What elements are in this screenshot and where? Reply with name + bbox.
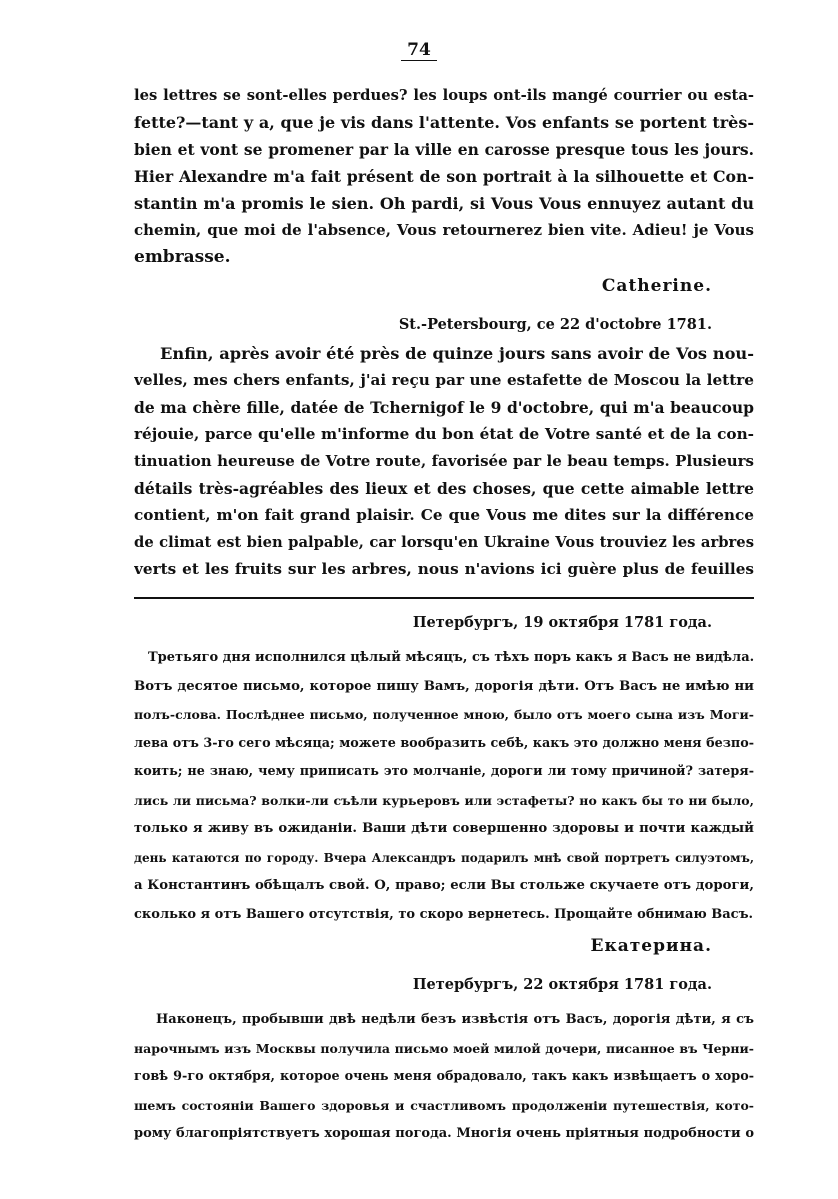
text-line: velles, mes chers enfants, j'ai reçu par une estafette de Moscou la lettre (134, 371, 754, 389)
text-line: Вотъ десятое письмо, которое пишу Вамъ, дорогія дѣти. Отъ Васъ не имѣю ни (134, 678, 754, 694)
french-signature: Catherine. (601, 276, 712, 296)
text-line: Наконецъ, пробывши двѣ недѣли безъ извѣстія отъ Васъ, дорогія дѣти, я съ (156, 1012, 754, 1027)
text-line: tinuation heureuse de Votre route, favorisée par le beau temps. Plusieurs (134, 452, 754, 470)
text-line: полъ-слова. Послѣднее письмо, полученное мною, было отъ моего сына изъ Моги- (134, 707, 754, 722)
text-line: verts et les fruits sur les arbres, nous n'avions ici guère plus de feuilles (134, 560, 754, 578)
russian-dateline-1: Петербургъ, 19 октября 1781 года. (412, 614, 712, 631)
text-line: нарочнымъ изъ Москвы получила письмо моей милой дочери, писанное въ Черни- (134, 1040, 754, 1056)
text-line: рому благопріятствуетъ хорошая погода. Многія очень пріятныя подробности о (134, 1126, 754, 1141)
text-line: réjouie, parce qu'elle m'informe du bon état de Votre santé et de la con- (134, 425, 754, 443)
section-divider (134, 597, 754, 599)
text-line: лись ли письма? волки-ли съѣли курьеровъ или эстафеты? но какъ бы то ни было, (134, 792, 754, 808)
text-line: а Константинъ обѣщалъ свой. О, право; если Вы стольже скучаете отъ дороги, (134, 878, 754, 893)
russian-text-block (134, 612, 754, 1149)
text-line: de climat est bien palpable, car lorsqu'en Ukraine Vous trouviez les arbres (134, 534, 754, 551)
text-line: fette?—tant y a, que je vis dans l'attente. Vos enfants se portent très- (134, 113, 754, 132)
text-line: лева отъ 3-го сего мѣсяца; можете вообразить себѣ, какъ это должно меня безпо- (134, 735, 754, 751)
text-line: stantin m'a promis le sien. Oh pardi, si Vous Vous ennuyez autant du (134, 194, 754, 213)
french-dateline: St.-Petersbourg, ce 22 d'octobre 1781. (398, 316, 712, 333)
text-line: Enfin, après avoir été près de quinze jours sans avoir de Vos nou- (160, 344, 754, 363)
russian-signature: Екатерина. (590, 936, 712, 956)
french-text-block (134, 82, 754, 583)
text-line: коить; не знаю, чему приписать это молчаніе, дороги ли тому причиной? затеря- (134, 764, 754, 779)
page-number: 74 (0, 40, 838, 60)
text-line: de ma chère fille, datée de Tchernigof le 9 d'octobre, qui m'a beaucoup (134, 398, 754, 417)
text-line: только я живу въ ожиданіи. Ваши дѣти совершенно здоровы и почти каждый (134, 821, 754, 836)
text-line: Третьяго дня исполнился цѣлый мѣсяцъ, съ тѣхъ поръ какъ я Васъ не видѣла. (148, 650, 754, 665)
text-line: les lettres se sont-elles perdues? les loups ont-ils mangé courrier ou esta- (134, 87, 754, 104)
russian-dateline-2: Петербургъ, 22 октября 1781 года. (412, 976, 712, 993)
text-line: Hier Alexandre m'a fait présent de son portrait à la silhouette et Con- (134, 167, 754, 186)
text-line: détails très-agréables des lieux et des choses, que cette aimable lettre (134, 479, 754, 498)
text-line: bien et vont se promener par la ville en carosse presque tous les jours. (134, 140, 754, 159)
text-line: contient, m'on fait grand plaisir. Ce que Vous me dites sur la différence (134, 506, 754, 524)
text-line: сколько я отъ Вашего отсутствія, то скоро вернетесь. Прощайте обнимаю Васъ. (134, 906, 754, 922)
text-line: шемъ состояніи Вашего здоровья и счастливомъ продолженіи путешествія, кото- (134, 1097, 754, 1113)
text-line: говѣ 9-го октября, которое очень меня обрадовало, такъ какъ извѣщаетъ о хоро- (134, 1069, 754, 1084)
text-line: день катаются по городу. Вчера Александръ подарилъ мнѣ свой портретъ силуэтомъ, (134, 850, 754, 865)
text-line: chemin, que moi de l'absence, Vous retournerez bien vite. Adieu! je Vous (134, 221, 754, 239)
text-line: embrasse. (134, 247, 231, 267)
